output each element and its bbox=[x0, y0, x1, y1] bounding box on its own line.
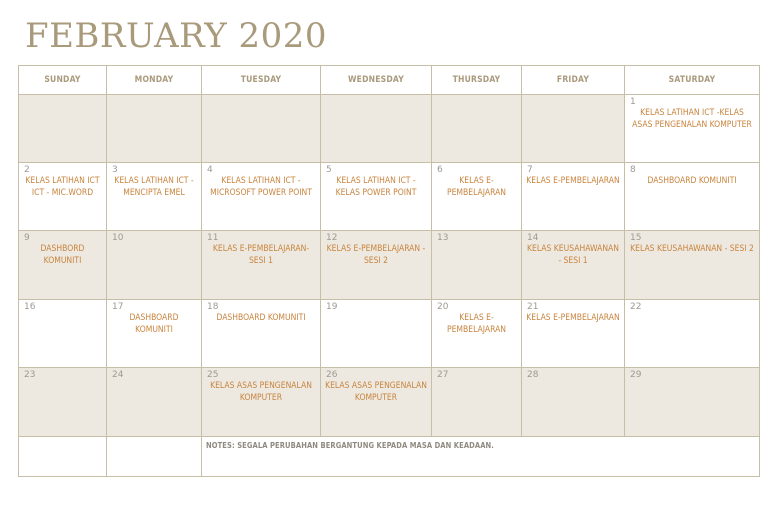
day-cell[interactable] bbox=[321, 300, 432, 368]
day-cell[interactable] bbox=[19, 231, 107, 300]
day-number: 21 bbox=[527, 302, 539, 312]
day-event: KELAS LATIHAN ICT ICT - MIC.WORD bbox=[25, 176, 100, 198]
day-number: 19 bbox=[326, 302, 338, 312]
day-event: KELAS KEUSAHAWANAN - SESI 1 bbox=[526, 244, 619, 266]
day-cell[interactable] bbox=[625, 231, 759, 300]
day-cell[interactable] bbox=[321, 368, 432, 437]
weekday-header-tuesday: TUESDAY bbox=[202, 66, 321, 95]
day-number: 26 bbox=[326, 370, 338, 380]
day-event: KELAS E-PEMBELAJARAN bbox=[526, 313, 620, 323]
notes-cell[interactable] bbox=[202, 437, 759, 476]
day-cell[interactable] bbox=[107, 95, 202, 163]
day-number: 22 bbox=[630, 302, 642, 312]
weekday-header-row bbox=[19, 66, 759, 95]
day-cell[interactable] bbox=[522, 231, 625, 300]
day-event: KELAS E-PEMBELAJARAN bbox=[446, 176, 507, 198]
day-cell[interactable] bbox=[522, 95, 625, 163]
day-event: DASHBORD KOMUNITI bbox=[40, 244, 85, 266]
day-number: 23 bbox=[24, 370, 36, 380]
weekday-header-thursday: THURSDAY bbox=[432, 66, 522, 95]
day-number: 24 bbox=[112, 370, 124, 380]
day-cell[interactable] bbox=[522, 300, 625, 368]
day-event: KELAS KEUSAHAWANAN - SESI 2 bbox=[630, 244, 754, 254]
day-number: 17 bbox=[112, 302, 124, 312]
weekday-header-monday: MONDAY bbox=[107, 66, 202, 95]
day-cell[interactable] bbox=[19, 163, 107, 231]
day-event: KELAS LATIHAN ICT -KELAS ASAS PENGENALAN KOMPUTER bbox=[632, 108, 752, 130]
day-cell[interactable] bbox=[107, 163, 202, 231]
week-row-3 bbox=[19, 231, 759, 300]
day-cell[interactable] bbox=[625, 163, 759, 231]
day-number: 14 bbox=[527, 233, 539, 243]
week-row-4 bbox=[19, 300, 759, 368]
day-event: KELAS E-PEMBELAJARAN bbox=[526, 176, 620, 186]
day-number: 8 bbox=[630, 165, 636, 175]
notes-row bbox=[19, 437, 759, 476]
day-event: KELAS LATIHAN ICT - MENCIPTA EMEL bbox=[114, 176, 194, 198]
day-cell[interactable] bbox=[202, 163, 321, 231]
day-cell[interactable] bbox=[19, 300, 107, 368]
day-cell[interactable] bbox=[625, 95, 759, 163]
day-number: 16 bbox=[24, 302, 36, 312]
week-row-5 bbox=[19, 368, 759, 437]
day-cell[interactable] bbox=[19, 95, 107, 163]
day-cell[interactable] bbox=[107, 300, 202, 368]
day-cell[interactable] bbox=[19, 368, 107, 437]
day-number: 29 bbox=[630, 370, 642, 380]
day-cell[interactable] bbox=[432, 95, 522, 163]
day-event: KELAS ASAS PENGENALAN KOMPUTER bbox=[325, 381, 427, 403]
day-number: 7 bbox=[527, 165, 533, 175]
day-event: KELAS LATIHAN ICT - KELAS POWER POINT bbox=[335, 176, 417, 198]
day-cell[interactable] bbox=[202, 368, 321, 437]
weekday-header-wednesday: WEDNESDAY bbox=[321, 66, 432, 95]
notes-text: NOTES: SEGALA PERUBAHAN BERGANTUNG KEPADA MASA DAN KEADAAN. bbox=[206, 441, 494, 450]
day-cell[interactable] bbox=[107, 368, 202, 437]
day-event: KELAS LATIHAN ICT - MICROSOFT POWER POINT bbox=[210, 176, 312, 198]
calendar-title: FEBRUARY 2020 bbox=[25, 16, 327, 56]
week-row-2 bbox=[19, 163, 759, 231]
day-event: DASHBOARD KOMUNITI bbox=[216, 313, 306, 323]
day-cell[interactable] bbox=[522, 163, 625, 231]
day-number: 9 bbox=[24, 233, 30, 243]
day-cell[interactable] bbox=[202, 95, 321, 163]
day-cell[interactable] bbox=[432, 163, 522, 231]
day-number: 13 bbox=[437, 233, 449, 243]
day-number: 18 bbox=[207, 302, 219, 312]
day-number: 6 bbox=[437, 165, 443, 175]
day-cell[interactable] bbox=[522, 368, 625, 437]
day-number: 11 bbox=[207, 233, 219, 243]
day-cell[interactable] bbox=[321, 163, 432, 231]
day-number: 2 bbox=[24, 165, 30, 175]
day-number: 4 bbox=[207, 165, 213, 175]
day-event: DASHBOARD KOMUNITI bbox=[129, 313, 179, 335]
weekday-header-friday: FRIDAY bbox=[522, 66, 625, 95]
day-number: 5 bbox=[326, 165, 332, 175]
day-number: 12 bbox=[326, 233, 338, 243]
calendar-grid bbox=[18, 65, 760, 477]
day-number: 28 bbox=[527, 370, 539, 380]
day-number: 1 bbox=[630, 97, 636, 107]
day-number: 15 bbox=[630, 233, 642, 243]
day-cell[interactable] bbox=[202, 300, 321, 368]
day-cell[interactable] bbox=[202, 231, 321, 300]
day-cell[interactable] bbox=[625, 300, 759, 368]
day-cell[interactable] bbox=[625, 368, 759, 437]
day-event: KELAS E-PEMBELAJARAN- SESI 1 bbox=[212, 244, 310, 266]
day-cell[interactable] bbox=[432, 368, 522, 437]
weekday-header-sunday: SUNDAY bbox=[19, 66, 107, 95]
notes-blank-cell bbox=[19, 437, 107, 476]
week-row-1 bbox=[19, 95, 759, 163]
day-event: KELAS ASAS PENGENALAN KOMPUTER bbox=[210, 381, 312, 403]
day-cell[interactable] bbox=[321, 231, 432, 300]
day-number: 27 bbox=[437, 370, 449, 380]
day-cell[interactable] bbox=[432, 231, 522, 300]
day-number: 25 bbox=[207, 370, 219, 380]
day-cell[interactable] bbox=[432, 300, 522, 368]
day-cell[interactable] bbox=[321, 95, 432, 163]
day-number: 20 bbox=[437, 302, 449, 312]
day-number: 10 bbox=[112, 233, 124, 243]
day-event: KELAS E-PEMBELAJARAN bbox=[446, 313, 507, 335]
day-event: DASHBOARD KOMUNITI bbox=[647, 176, 737, 186]
weekday-header-saturday: SATURDAY bbox=[625, 66, 759, 95]
day-number: 3 bbox=[112, 165, 118, 175]
day-event: KELAS E-PEMBELAJARAN - SESI 2 bbox=[326, 244, 426, 266]
day-cell[interactable] bbox=[107, 231, 202, 300]
notes-blank-cell bbox=[107, 437, 202, 476]
